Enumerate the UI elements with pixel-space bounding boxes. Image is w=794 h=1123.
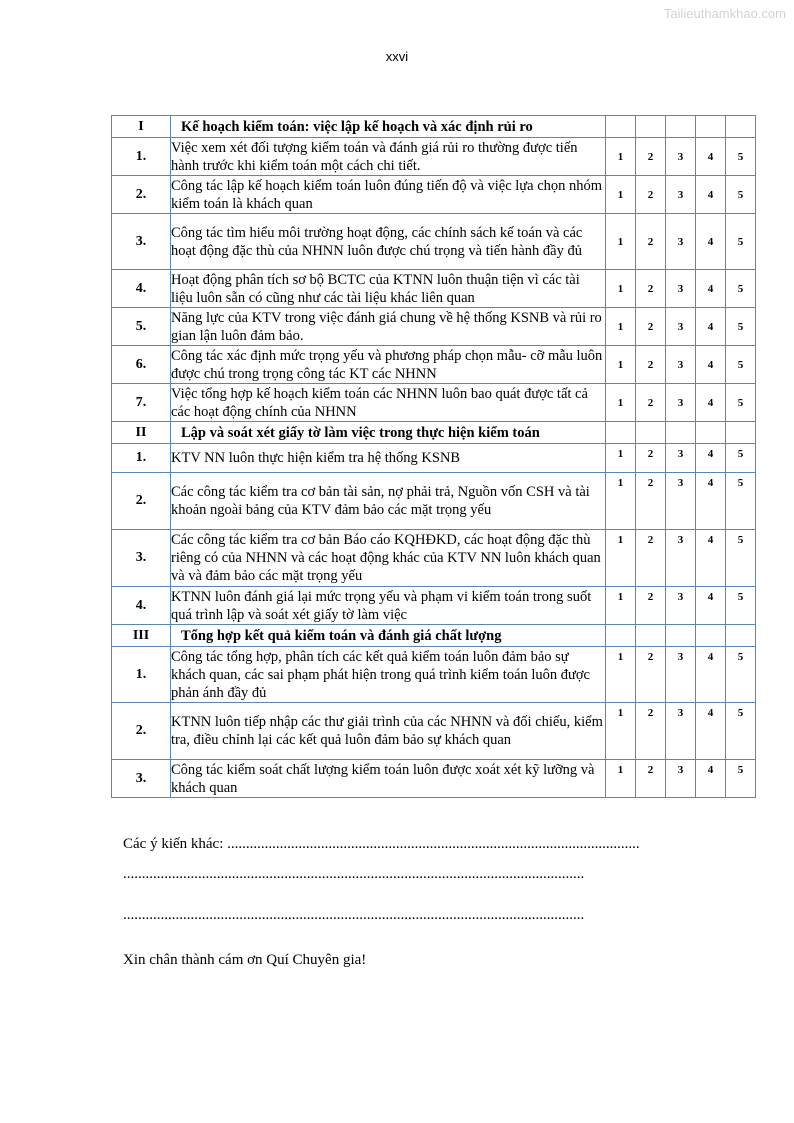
rating-option-4[interactable]: 4: [696, 308, 726, 346]
rating-option-3[interactable]: 3: [666, 444, 696, 473]
section-index: III: [112, 625, 171, 647]
item-statement: Công tác lập kế hoạch kiểm toán luôn đúng tiến độ và việc lựa chọn nhóm kiểm toán là khách quan: [171, 176, 606, 214]
rating-option-1[interactable]: 1: [606, 270, 636, 308]
rating-header-cell: [696, 625, 726, 647]
table-row: [112, 647, 756, 703]
rating-option-2[interactable]: 2: [636, 703, 666, 760]
table-row: [112, 138, 756, 176]
item-statement: Việc tổng hợp kế hoạch kiểm toán các NHNN luôn bao quát được tất cả các hoạt động chính của NHNN: [171, 384, 606, 422]
item-statement: KTV NN luôn thực hiện kiểm tra hệ thống KSNB: [171, 444, 606, 473]
rating-option-3[interactable]: 3: [666, 138, 696, 176]
table-row: [112, 384, 756, 422]
item-statement: KTNN luôn tiếp nhập các thư giải trình của các NHNN và đối chiếu, kiểm tra, điều chỉnh lại các kết quả luôn đảm bảo sự khách quan: [171, 703, 606, 760]
rating-option-3[interactable]: 3: [666, 176, 696, 214]
dotted-fill: ..............................................................................................................: [227, 836, 640, 852]
rating-option-1[interactable]: 1: [606, 587, 636, 625]
rating-option-2[interactable]: 2: [636, 346, 666, 384]
rating-option-4[interactable]: 4: [696, 473, 726, 530]
rating-option-4[interactable]: 4: [696, 703, 726, 760]
table-row: [112, 760, 756, 798]
section-index: I: [112, 116, 171, 138]
rating-option-3[interactable]: 3: [666, 530, 696, 587]
rating-option-4[interactable]: 4: [696, 270, 726, 308]
rating-option-1[interactable]: 1: [606, 346, 636, 384]
item-statement: Hoạt động phân tích sơ bộ BCTC của KTNN luôn thuận tiện vì các tài liệu luôn sẵn có cũng như các tài liệu khác liên quan: [171, 270, 606, 308]
rating-option-1[interactable]: 1: [606, 214, 636, 270]
item-number: 2.: [112, 703, 171, 760]
survey-table: [111, 115, 756, 798]
rating-option-2[interactable]: 2: [636, 384, 666, 422]
table-row: [112, 703, 756, 760]
rating-option-5[interactable]: 5: [726, 444, 756, 473]
item-number: 1.: [112, 138, 171, 176]
rating-option-3[interactable]: 3: [666, 473, 696, 530]
rating-option-1[interactable]: 1: [606, 384, 636, 422]
rating-option-1[interactable]: 1: [606, 176, 636, 214]
rating-option-2[interactable]: 2: [636, 214, 666, 270]
item-number: 1.: [112, 444, 171, 473]
rating-header-cell: [666, 625, 696, 647]
table-row: [112, 587, 756, 625]
rating-option-1[interactable]: 1: [606, 138, 636, 176]
rating-option-3[interactable]: 3: [666, 703, 696, 760]
rating-option-2[interactable]: 2: [636, 176, 666, 214]
table-row: [112, 473, 756, 530]
section-index: II: [112, 422, 171, 444]
item-number: 2.: [112, 176, 171, 214]
item-number: 1.: [112, 647, 171, 703]
rating-option-1[interactable]: 1: [606, 444, 636, 473]
rating-option-4[interactable]: 4: [696, 760, 726, 798]
rating-option-1[interactable]: 1: [606, 473, 636, 530]
item-number: 6.: [112, 346, 171, 384]
section-header-row: [112, 625, 756, 647]
section-header-row: [112, 422, 756, 444]
rating-header-cell: [636, 625, 666, 647]
rating-option-5[interactable]: 5: [726, 760, 756, 798]
item-statement: Công tác tìm hiểu môi trường hoạt động, các chính sách kế toán và các hoạt động đặc thù của NHNN luôn được chú trọng và tiến hành đầy đủ: [171, 214, 606, 270]
rating-option-2[interactable]: 2: [636, 530, 666, 587]
rating-option-3[interactable]: 3: [666, 270, 696, 308]
rating-header-cell: [726, 422, 756, 444]
rating-option-3[interactable]: 3: [666, 587, 696, 625]
rating-option-5[interactable]: 5: [726, 346, 756, 384]
rating-option-2[interactable]: 2: [636, 270, 666, 308]
rating-option-2[interactable]: 2: [636, 308, 666, 346]
item-number: 4.: [112, 587, 171, 625]
rating-header-cell: [666, 116, 696, 138]
rating-option-3[interactable]: 3: [666, 346, 696, 384]
table-row: [112, 214, 756, 270]
item-number: 3.: [112, 530, 171, 587]
rating-option-4[interactable]: 4: [696, 444, 726, 473]
other-opinions-label: Các ý kiến khác:: [123, 836, 228, 852]
item-number: 3.: [112, 214, 171, 270]
item-number: 5.: [112, 308, 171, 346]
item-number: 3.: [112, 760, 171, 798]
rating-option-3[interactable]: 3: [666, 308, 696, 346]
rating-header-cell: [606, 422, 636, 444]
rating-header-cell: [696, 116, 726, 138]
rating-option-3[interactable]: 3: [666, 647, 696, 703]
item-statement: Công tác kiểm soát chất lượng kiểm toán luôn được xoát xét kỹ lưỡng và khách quan: [171, 760, 606, 798]
section-title: Kế hoạch kiểm toán: việc lập kế hoạch và xác định rủi ro: [171, 116, 606, 138]
rating-option-2[interactable]: 2: [636, 760, 666, 798]
rating-option-5[interactable]: 5: [726, 308, 756, 346]
watermark: Tailieuthamkhao.com: [663, 6, 786, 21]
item-statement: Năng lực của KTV trong việc đánh giá chung về hệ thống KSNB và rủi ro gian lận luôn đảm bảo.: [171, 308, 606, 346]
rating-header-cell: [636, 116, 666, 138]
rating-option-5[interactable]: 5: [726, 214, 756, 270]
item-statement: Công tác xác định mức trọng yếu và phương pháp chọn mẫu- cỡ mẫu luôn được chú trong trọng công tác KT các NHNN: [171, 346, 606, 384]
dotted-line: ...........................................................................................................................: [123, 907, 585, 923]
item-number: 4.: [112, 270, 171, 308]
rating-header-cell: [606, 116, 636, 138]
rating-option-5[interactable]: 5: [726, 270, 756, 308]
rating-option-4[interactable]: 4: [696, 346, 726, 384]
rating-header-cell: [636, 422, 666, 444]
table-row: [112, 176, 756, 214]
rating-option-5[interactable]: 5: [726, 587, 756, 625]
rating-option-2[interactable]: 2: [636, 647, 666, 703]
rating-option-4[interactable]: 4: [696, 176, 726, 214]
rating-option-5[interactable]: 5: [726, 703, 756, 760]
rating-option-4[interactable]: 4: [696, 214, 726, 270]
table-row: [112, 444, 756, 473]
rating-option-2[interactable]: 2: [636, 444, 666, 473]
table-row: [112, 346, 756, 384]
rating-header-cell: [666, 422, 696, 444]
rating-option-1[interactable]: 1: [606, 703, 636, 760]
item-number: 7.: [112, 384, 171, 422]
section-header-row: [112, 116, 756, 138]
rating-option-4[interactable]: 4: [696, 530, 726, 587]
dotted-line: ...........................................................................................................................: [123, 866, 585, 882]
rating-option-2[interactable]: 2: [636, 587, 666, 625]
item-statement: Công tác tổng hợp, phân tích các kết quả kiểm toán luôn đảm bảo sự khách quan, các sai phạm phát hiện trong quá trình kiểm toán luôn được phản ánh đầy đủ: [171, 647, 606, 703]
rating-option-2[interactable]: 2: [636, 473, 666, 530]
rating-option-1[interactable]: 1: [606, 647, 636, 703]
other-opinions-line: [123, 836, 723, 853]
rating-option-5[interactable]: 5: [726, 530, 756, 587]
rating-header-cell: [696, 422, 726, 444]
rating-option-3[interactable]: 3: [666, 760, 696, 798]
rating-option-4[interactable]: 4: [696, 587, 726, 625]
rating-option-1[interactable]: 1: [606, 760, 636, 798]
item-statement: KTNN luôn đánh giá lại mức trọng yếu và phạm vi kiểm toán trong suốt quá trình lập và soát xét giấy tờ làm việc: [171, 587, 606, 625]
section-title: Lập và soát xét giấy tờ làm việc trong thực hiện kiểm toán: [171, 422, 606, 444]
rating-option-4[interactable]: 4: [696, 138, 726, 176]
rating-header-cell: [726, 625, 756, 647]
rating-option-3[interactable]: 3: [666, 214, 696, 270]
rating-option-1[interactable]: 1: [606, 308, 636, 346]
rating-option-5[interactable]: 5: [726, 384, 756, 422]
section-title: Tổng hợp kết quả kiểm toán và đánh giá chất lượng: [171, 625, 606, 647]
rating-header-cell: [606, 625, 636, 647]
rating-option-3[interactable]: 3: [666, 384, 696, 422]
rating-option-4[interactable]: 4: [696, 647, 726, 703]
item-statement: Các công tác kiểm tra cơ bản Báo cáo KQHĐKD, các hoạt động đặc thù riêng có của NHNN và các hoạt động khác của KTV NN luôn khách quan và và đảm bảo các mặt trọng yếu: [171, 530, 606, 587]
table-row: [112, 530, 756, 587]
item-statement: Việc xem xét đối tượng kiểm toán và đánh giá rủi ro thường được tiến hành trước khi kiểm toán một cách chi tiết.: [171, 138, 606, 176]
rating-option-5[interactable]: 5: [726, 647, 756, 703]
rating-option-2[interactable]: 2: [636, 138, 666, 176]
page-number: xxvi: [385, 49, 409, 64]
rating-header-cell: [726, 116, 756, 138]
rating-option-1[interactable]: 1: [606, 530, 636, 587]
rating-option-5[interactable]: 5: [726, 473, 756, 530]
item-number: 2.: [112, 473, 171, 530]
rating-option-5[interactable]: 5: [726, 176, 756, 214]
table-row: [112, 308, 756, 346]
table-row: [112, 270, 756, 308]
rating-option-4[interactable]: 4: [696, 384, 726, 422]
item-statement: Các công tác kiểm tra cơ bản tài sản, nợ phải trả, Nguồn vốn CSH và tài khoản ngoài bảng của KTV đảm bảo các mặt trọng yếu: [171, 473, 606, 530]
rating-option-5[interactable]: 5: [726, 138, 756, 176]
closing-thanks: Xin chân thành cám ơn Quí Chuyên gia!: [123, 952, 367, 968]
